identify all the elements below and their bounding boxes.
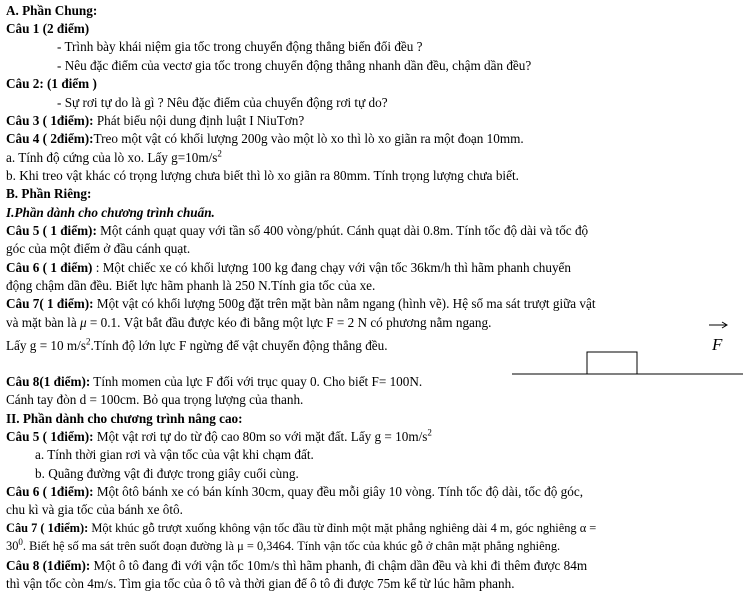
n8-line-1 — [6, 557, 587, 574]
force-label: F — [712, 335, 723, 354]
q5-text: Một cánh quạt quay với tần số 400 vòng/phút. Cánh quạt dài 0.8m. Tính tốc độ dài và tốc độ — [96, 223, 589, 238]
n5-part-a: a. Tính thời gian rơi và vận tốc của vật khi chạm đất. — [35, 447, 314, 462]
q7-l2b: = 0.1. Vật bắt đầu được kéo đi bằng một lực F = 2 N có phương nằm ngang. — [86, 315, 492, 330]
q7-l3b: .Tính độ lớn lực F ngừng để vật chuyển động thẳng đều. — [90, 338, 388, 353]
q7-head: Câu 7( 1 điểm): — [6, 296, 94, 311]
q5-line-2: góc của một điểm ở đầu cánh quạt. — [6, 241, 191, 256]
n8-text: Một ô tô đang đi với vận tốc 10m/s thì hãm phanh, đi chậm dần đều và khi đi thêm được 84m — [90, 558, 588, 573]
q5-line-1 — [6, 222, 588, 239]
q7-line-3 — [6, 337, 388, 354]
q7-l3a: Lấy g = 10 m/s — [6, 338, 86, 353]
n7-l2a: 30 — [6, 539, 19, 553]
n6-line-1 — [6, 483, 583, 500]
q3-line — [6, 112, 304, 129]
n6-line-2: chu kì và gia tốc của bánh xe ôtô. — [6, 502, 183, 517]
q6-head: Câu 6 ( 1 điểm) — [6, 260, 93, 275]
q1-line-2: - Nêu đặc điểm của vectơ gia tốc trong chuyển động thẳng nhanh dần đều, chậm dần đều? — [57, 58, 532, 73]
q6-line-2: động chậm dần đều. Biết lực hãm phanh là 250 N.Tính gia tốc của xe. — [6, 278, 376, 293]
q6-line-1 — [6, 259, 571, 276]
n7-line-2 — [6, 538, 560, 555]
q1-title: Câu 1 (2 điểm) — [6, 21, 90, 36]
q1-line-1: - Trình bày khái niệm gia tốc trong chuyển động thẳng biến đổi đều ? — [57, 39, 423, 54]
n6-text: Một ôtô bánh xe có bán kính 30cm, quay đều mỗi giây 10 vòng. Tính tốc độ dài, tốc độ góc, — [93, 484, 583, 499]
block-body — [587, 352, 637, 374]
q3-text: Phát biểu nội dung định luật I NiuTơn? — [93, 113, 305, 128]
q4-head: Câu 4 ( 2điểm): — [6, 131, 94, 146]
n5-line-1 — [6, 428, 432, 445]
q2-line-1: - Sự rơi tự do là gì ? Nêu đặc điểm của chuyển động rơi tự do? — [57, 95, 388, 110]
n5-sup: 2 — [427, 427, 432, 438]
q4-part-a — [6, 149, 222, 166]
q7-mu: μ — [79, 315, 87, 330]
n8-line-2: thì vận tốc còn 4m/s. Tìm gia tốc của ô tô và thời gian để ô tô đi được 75m kể từ lúc hãm phanh. — [6, 576, 515, 591]
part-i-heading: I.Phần dành cho chương trình chuẩn. — [6, 205, 215, 220]
n7-l2-sup: 0 — [18, 536, 23, 547]
q4-part-b: b. Khi treo vật khác có trọng lượng chưa biết thì lò xo giãn ra 80mm. Tính trọng lượng chưa biết. — [6, 168, 519, 183]
n6-head: Câu 6 ( 1điểm): — [6, 484, 94, 499]
n5-head: Câu 5 ( 1điểm): — [6, 429, 94, 444]
n7-line-1 — [6, 520, 596, 537]
n7-head: Câu 7 ( 1điểm): — [6, 521, 89, 535]
q7-line-2 — [6, 314, 491, 331]
section-b-heading: B. Phần Riêng: — [6, 186, 92, 201]
q7-text: Một vật có khối lượng 500g đặt trên mặt bàn nằm ngang (hình vẽ). Hệ số ma sát trượt giữa vật — [93, 296, 596, 311]
q8-line-2: Cánh tay đòn d = 100cm. Bỏ qua trọng lượng của thanh. — [6, 392, 304, 407]
q3-head: Câu 3 ( 1điểm): — [6, 113, 94, 128]
section-a-heading: A. Phần Chung: — [6, 3, 98, 18]
q6-text: : Một chiếc xe có khối lượng 100 kg đang chạy với vận tốc 36km/h thì hãm phanh chuyển — [92, 260, 571, 275]
n5-part-b: b. Quãng đường vật đi được trong giây cuối cùng. — [35, 466, 299, 481]
q8-head: Câu 8(1 điểm): — [6, 374, 91, 389]
q4-a-sup: 2 — [217, 148, 222, 159]
q8-text: Tính momen của lực F đối với trục quay 0. Cho biết F= 100N. — [90, 374, 423, 389]
q2-title: Câu 2: (1 điểm ) — [6, 76, 97, 91]
force-vector-arrowhead — [722, 322, 727, 328]
q7-l2a: và mặt bàn là — [6, 315, 80, 330]
n7-l2b: . Biết hệ số ma sát trên suốt đoạn đường là μ = 0,3464. Tính vận tốc của khúc gỗ ở chân mặt phẳng nghiêng. — [22, 539, 561, 553]
q7-line-1 — [6, 295, 596, 312]
n8-head: Câu 8 (1điểm): — [6, 558, 91, 573]
q4-text: Treo một vật có khối lượng 200g vào một lò xo thì lò xo giãn ra một đoạn 10mm. — [93, 131, 524, 146]
n7-text: Một khúc gỗ trượt xuống không vận tốc đầu từ đỉnh một mặt phẳng nghiêng dài 4 m, góc nghiêng α = — [88, 521, 597, 535]
n5-text: Một vật rơi tự do từ độ cao 80m so với mặt đất. Lấy g = 10m/s — [93, 429, 428, 444]
q7-l3-sup: 2 — [85, 336, 91, 347]
q5-head: Câu 5 ( 1 điểm): — [6, 223, 97, 238]
q4-a-text: a. Tính độ cứng của lò xo. Lấy g=10m/s — [6, 150, 218, 165]
part-ii-heading: II. Phần dành cho chương trình nâng cao: — [6, 411, 243, 426]
q4-line — [6, 130, 524, 147]
q8-line-1 — [6, 373, 422, 390]
